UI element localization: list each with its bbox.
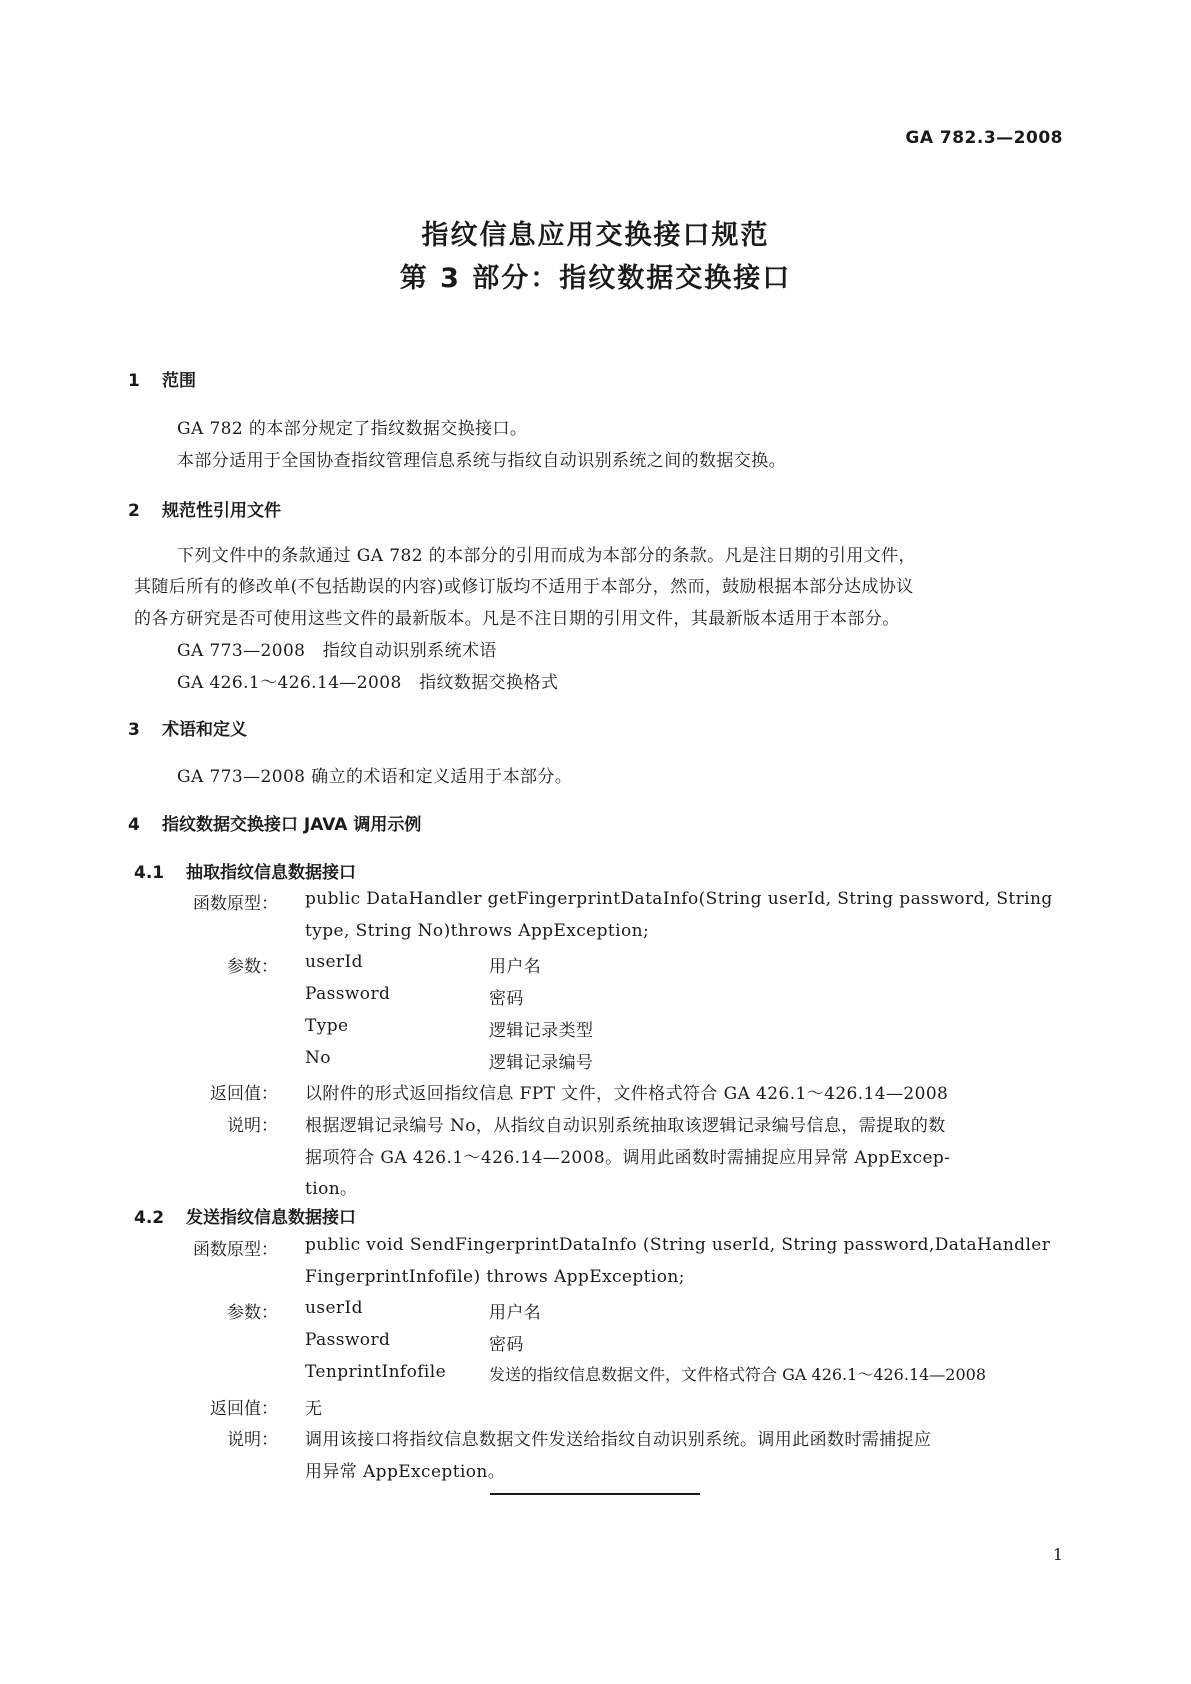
- section-title: 范围: [162, 371, 196, 391]
- prototype-line: FingerprintInfofile) throws AppException;: [305, 1267, 685, 1287]
- param-name: Type: [305, 1016, 349, 1036]
- section-1-heading: [128, 366, 196, 391]
- subsection-number: 4.2: [134, 1208, 165, 1228]
- param-desc: 发送的指纹信息数据文件，文件格式符合 GA 426.1～426.14—2008: [489, 1365, 987, 1384]
- section-number: 2: [128, 501, 140, 521]
- param-desc: 用户名: [489, 957, 542, 977]
- param-desc: 密码: [489, 1335, 524, 1355]
- param-desc: 用户名: [489, 1303, 542, 1323]
- section-2-heading: [128, 496, 281, 521]
- section-3-heading: [128, 715, 247, 740]
- param-name: Password: [305, 1330, 391, 1350]
- note-line: 根据逻辑记录编号 No，从指纹自动识别系统抽取该逻辑记录编号信息，需提取的数: [305, 1116, 946, 1136]
- prototype-line: public DataHandler getFingerprintDataInfo(String userId, String password, String: [305, 889, 1053, 909]
- standard-number: GA 782.3—2008: [905, 128, 1063, 148]
- subsection-4-2-heading: [134, 1203, 356, 1228]
- paragraph: GA 773—2008 确立的术语和定义适用于本部分。: [177, 767, 573, 787]
- return-value: 无: [305, 1399, 323, 1419]
- parameters-label: 参数：: [227, 1303, 278, 1323]
- param-name: Password: [305, 984, 391, 1004]
- section-title: 术语和定义: [162, 720, 247, 740]
- paragraph-line: 下列文件中的条款通过 GA 782 的本部分的引用而成为本部分的条款。凡是注日期的引用文件，: [177, 546, 916, 566]
- reference-item: GA 773—2008 指纹自动识别系统术语: [177, 641, 497, 661]
- paragraph-line: 其随后所有的修改单(不包括勘误的内容)或修订版均不适用于本部分，然而，鼓励根据本部分达成协议: [134, 577, 914, 597]
- return-label: 返回值：: [210, 1399, 278, 1419]
- paragraph: GA 782 的本部分规定了指纹数据交换接口。: [177, 419, 528, 439]
- paragraph: 本部分适用于全国协查指纹管理信息系统与指纹自动识别系统之间的数据交换。: [177, 451, 786, 471]
- note-line: 据项符合 GA 426.1～426.14—2008。调用此函数时需捕捉应用异常 AppExcep-: [305, 1148, 951, 1168]
- param-desc: 逻辑记录编号: [489, 1053, 594, 1073]
- page-number: 1: [1052, 1545, 1063, 1564]
- return-label: 返回值：: [210, 1084, 278, 1104]
- subsection-title: 抽取指纹信息数据接口: [186, 863, 356, 883]
- note-line: 调用该接口将指纹信息数据文件发送给指纹自动识别系统。调用此函数时需捕捉应: [305, 1430, 932, 1450]
- subsection-number: 4.1: [134, 863, 165, 883]
- param-desc: 逻辑记录类型: [489, 1021, 594, 1041]
- param-desc: 密码: [489, 989, 524, 1009]
- param-name: TenprintInfofile: [305, 1362, 447, 1382]
- document-subtitle: 第 3 部分：指纹数据交换接口: [399, 263, 792, 294]
- prototype-label: 函数原型：: [193, 894, 278, 914]
- section-title: 指纹数据交换接口 JAVA 调用示例: [162, 815, 422, 835]
- parameters-label: 参数：: [227, 957, 278, 977]
- prototype-line: type, String No)throws AppException;: [305, 921, 650, 941]
- paragraph-line: 的各方研究是否可使用这些文件的最新版本。凡是不注日期的引用文件，其最新版本适用于本部分。: [134, 609, 900, 629]
- param-name: No: [305, 1048, 331, 1068]
- reference-item: GA 426.1～426.14—2008 指纹数据交换格式: [177, 673, 559, 693]
- section-4-heading: [128, 810, 421, 835]
- note-line: tion。: [305, 1179, 358, 1199]
- prototype-line: public void SendFingerprintDataInfo (String userId, String password,DataHandler: [305, 1235, 1051, 1255]
- note-label: 说明：: [227, 1116, 278, 1136]
- section-number: 4: [128, 815, 140, 835]
- prototype-label: 函数原型：: [193, 1240, 278, 1260]
- param-name: userId: [305, 1298, 363, 1318]
- subsection-title: 发送指纹信息数据接口: [186, 1208, 356, 1228]
- return-value: 以附件的形式返回指纹信息 FPT 文件，文件格式符合 GA 426.1～426.14—2008: [305, 1084, 949, 1104]
- document-title: 指纹信息应用交换接口规范: [421, 220, 770, 251]
- section-number: 3: [128, 720, 140, 740]
- end-rule: [490, 1493, 700, 1495]
- param-name: userId: [305, 952, 363, 972]
- section-number: 1: [128, 371, 140, 391]
- subsection-4-1-heading: [134, 858, 356, 883]
- note-line: 用异常 AppException。: [305, 1462, 506, 1482]
- note-label: 说明：: [227, 1430, 278, 1450]
- section-title: 规范性引用文件: [162, 501, 281, 521]
